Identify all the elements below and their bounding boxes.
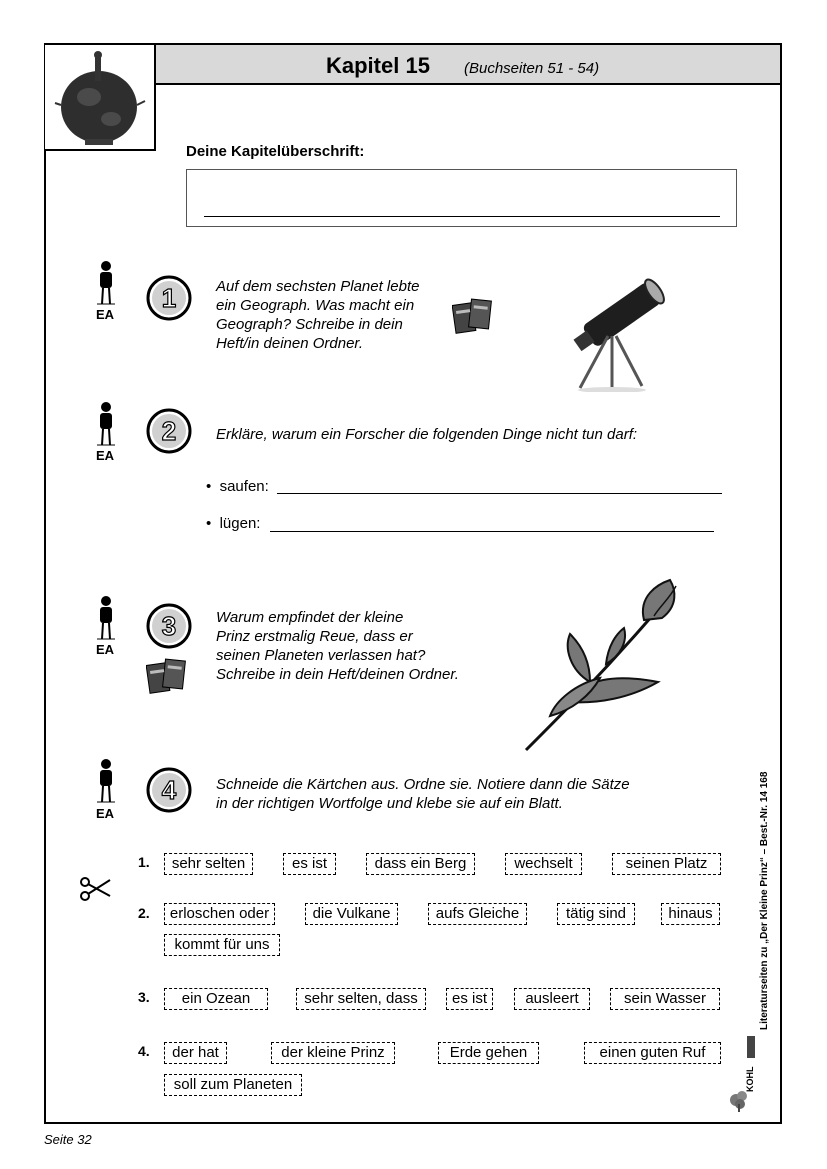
task-instruction: Schneide die Kärtchen aus. Ordne sie. Notiere dann die Sätze in der richtigen Wortfolge und klebe sie auf ein Blatt. xyxy=(216,776,630,812)
card-row-label: 3. xyxy=(138,989,150,1005)
notebook-icon xyxy=(452,298,494,341)
student-icon xyxy=(95,758,117,809)
notebook-icon xyxy=(146,658,188,701)
bullet-saufen: • saufen: xyxy=(206,478,269,495)
svg-text:2: 2 xyxy=(161,416,177,446)
word-card[interactable]: sein Wasser xyxy=(610,988,720,1010)
word-card[interactable]: kommt für uns xyxy=(164,934,280,956)
chapter-title: Kapitel 15 xyxy=(326,53,430,78)
student-icon xyxy=(95,595,117,646)
word-card[interactable]: dass ein Berg xyxy=(366,853,475,875)
task-number-badge xyxy=(145,274,193,322)
task-instruction: Auf dem sechsten Planet lebte ein Geograph. Was macht ein Geograph? Schreibe in dein Heft/in deinen Ordner. xyxy=(216,278,420,352)
word-card[interactable]: es ist xyxy=(446,988,493,1010)
task-mode-label: EA xyxy=(96,642,115,657)
word-card[interactable]: sehr selten xyxy=(164,853,253,875)
student-icon xyxy=(95,260,117,311)
word-card[interactable]: einen guten Ruf xyxy=(584,1042,721,1064)
student-icon xyxy=(95,401,117,452)
planet-illustration xyxy=(45,45,154,149)
word-card[interactable]: es ist xyxy=(283,853,336,875)
task-mode-label: EA xyxy=(96,307,115,322)
task-number-badge xyxy=(145,407,193,455)
svg-text:1: 1 xyxy=(161,283,177,313)
word-card[interactable]: tätig sind xyxy=(557,903,635,925)
publisher-logo xyxy=(727,1036,757,1116)
bullet-luegen: • lügen: xyxy=(206,515,261,532)
card-row-label: 2. xyxy=(138,905,150,921)
answer-line-saufen[interactable] xyxy=(277,493,722,494)
word-card[interactable]: wechselt xyxy=(505,853,582,875)
word-card[interactable]: aufs Gleiche xyxy=(428,903,527,925)
task-number-badge xyxy=(145,766,193,814)
task-mode-label: EA xyxy=(96,448,115,463)
word-card[interactable]: seinen Platz xyxy=(612,853,721,875)
heading-answer-box[interactable] xyxy=(186,169,737,227)
page-number: Seite 32 xyxy=(44,1132,92,1147)
word-card[interactable]: sehr selten, dass xyxy=(296,988,426,1010)
task-mode-label: EA xyxy=(96,806,115,821)
word-card[interactable]: ausleert xyxy=(514,988,590,1010)
svg-text:4: 4 xyxy=(161,775,177,805)
heading-answer-line xyxy=(204,216,720,217)
heading-prompt: Deine Kapitelüberschrift: xyxy=(186,143,365,160)
svg-text:3: 3 xyxy=(161,611,177,641)
word-card[interactable]: die Vulkane xyxy=(305,903,398,925)
scissors-icon xyxy=(78,876,112,907)
word-card[interactable]: hinaus xyxy=(661,903,720,925)
word-card[interactable]: soll zum Planeten xyxy=(164,1074,302,1096)
chapter-illustration-box xyxy=(45,45,156,151)
svg-text:KOHL: KOHL xyxy=(745,1066,755,1092)
chapter-pages: (Buchseiten 51 - 54) xyxy=(464,60,600,77)
task-instruction: Warum empfindet der kleine Prinz erstmalig Reue, dass er seinen Planeten verlassen hat? Schreibe in dein Heft/deinen Ordner. xyxy=(216,609,459,683)
rose-illustration xyxy=(520,576,685,761)
word-card[interactable]: Erde gehen xyxy=(438,1042,539,1064)
word-card[interactable]: der kleine Prinz xyxy=(271,1042,395,1064)
card-row-label: 4. xyxy=(138,1043,150,1059)
telescope-illustration xyxy=(560,262,670,397)
answer-line-luegen[interactable] xyxy=(270,531,714,532)
task-number-badge xyxy=(145,602,193,650)
task-instruction: Erkläre, warum ein Forscher die folgenden Dinge nicht tun darf: xyxy=(216,426,638,443)
word-card[interactable]: erloschen oder xyxy=(164,903,275,925)
card-row-label: 1. xyxy=(138,854,150,870)
word-card[interactable]: ein Ozean xyxy=(164,988,268,1010)
series-side-text: Literaturseiten zu „Der Kleine Prinz“ – Best.-Nr. 14 168 xyxy=(759,771,770,1030)
word-card[interactable]: der hat xyxy=(164,1042,227,1064)
